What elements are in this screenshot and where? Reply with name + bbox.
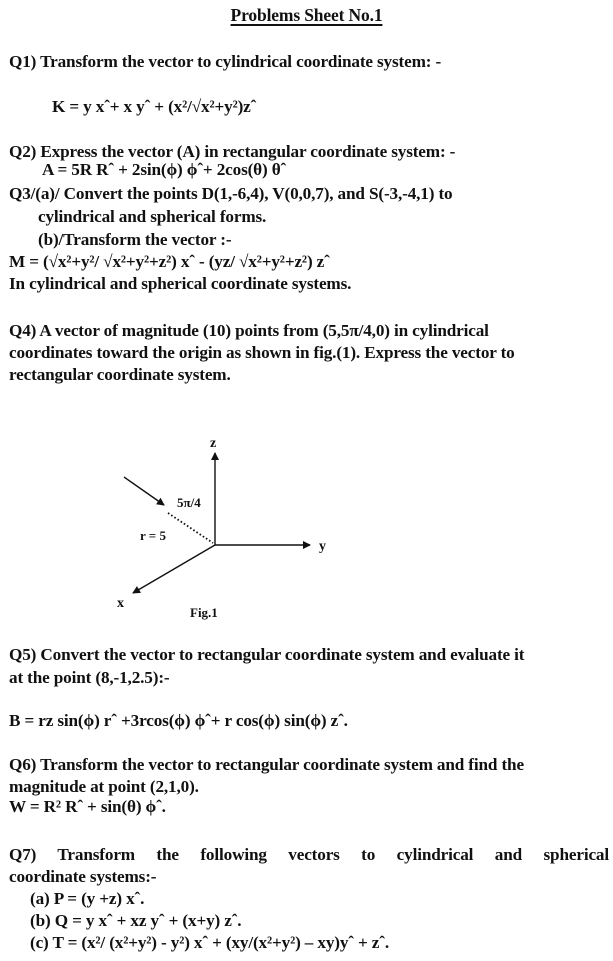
q3b-equation: M = (√x²+y²/ √x²+y²+z²) xˆ - (yz/ √x²+y²+z²) zˆ xyxy=(9,252,330,271)
q6-line1: Q6) Transform the vector to rectangular coordinate system and find the xyxy=(9,755,524,774)
q5-line2: at the point (8,-1,2.5):- xyxy=(9,668,170,687)
q7-part-c: (c) T = (x²/ (x²+y²) - y²) xˆ + (xy/(x²+y²) – xy)yˆ + zˆ. xyxy=(30,933,389,952)
q1-text: Q1) Transform the vector to cylindrical coordinate system: - xyxy=(9,52,442,71)
angle-label: 5π/4 xyxy=(177,495,201,510)
page-title xyxy=(0,5,613,25)
q2-text: Q2) Express the vector (A) in rectangular coordinate system: - xyxy=(9,142,456,161)
q7-part-b: (b) Q = y xˆ + xz yˆ + (x+y) zˆ. xyxy=(30,911,242,930)
z-axis-label: z xyxy=(210,436,217,451)
y-axis-label: y xyxy=(319,539,326,554)
q3a-line2: cylindrical and spherical forms. xyxy=(38,207,267,226)
q5-equation: B = rz sin(ϕ) rˆ +3rcos(ϕ) ϕˆ+ r cos(ϕ) sin(ϕ) zˆ. xyxy=(9,711,348,730)
figure-caption: Fig.1 xyxy=(190,605,218,620)
q4-line2: coordinates toward the origin as shown in fig.(1). Express the vector to xyxy=(9,343,515,362)
q7-part-a: (a) P = (y +z) xˆ. xyxy=(30,889,145,908)
q7-line1: Q7) Transform the following vectors to cylindrical and spherical xyxy=(9,845,609,864)
vector-arrow xyxy=(124,477,164,505)
radius-dotted-line xyxy=(168,513,213,543)
q5-line1: Q5) Convert the vector to rectangular coordinate system and evaluate it xyxy=(9,645,525,664)
q6-equation: W = R² Rˆ + sin(θ) ϕˆ. xyxy=(9,797,166,816)
page-title-text: Problems Sheet No.1 xyxy=(230,5,383,25)
q2-equation: A = 5R Rˆ + 2sin(ϕ) ϕˆ+ 2cos(θ) θˆ xyxy=(42,160,287,179)
q3b-line1: (b)/Transform the vector :- xyxy=(38,230,232,249)
q3a-line1: Q3/(a)/ Convert the points D(1,-6,4), V(0,0,7), and S(-3,-4,1) to xyxy=(9,184,453,203)
radius-label: r = 5 xyxy=(140,528,166,543)
q3b-line3: In cylindrical and spherical coordinate systems. xyxy=(9,274,352,293)
q6-line2: magnitude at point (2,1,0). xyxy=(9,777,199,796)
q4-line1: Q4) A vector of magnitude (10) points from (5,5π/4,0) in cylindrical xyxy=(9,321,489,340)
x-axis-label: x xyxy=(117,596,124,611)
x-axis xyxy=(133,545,215,593)
q4-line3: rectangular coordinate system. xyxy=(9,365,231,384)
q7-line2: coordinate systems:- xyxy=(9,867,157,886)
q1-equation: K = y xˆ+ x yˆ + (x²/√x²+y²)zˆ xyxy=(52,97,257,116)
figure-1-axes-diagram xyxy=(100,420,350,625)
